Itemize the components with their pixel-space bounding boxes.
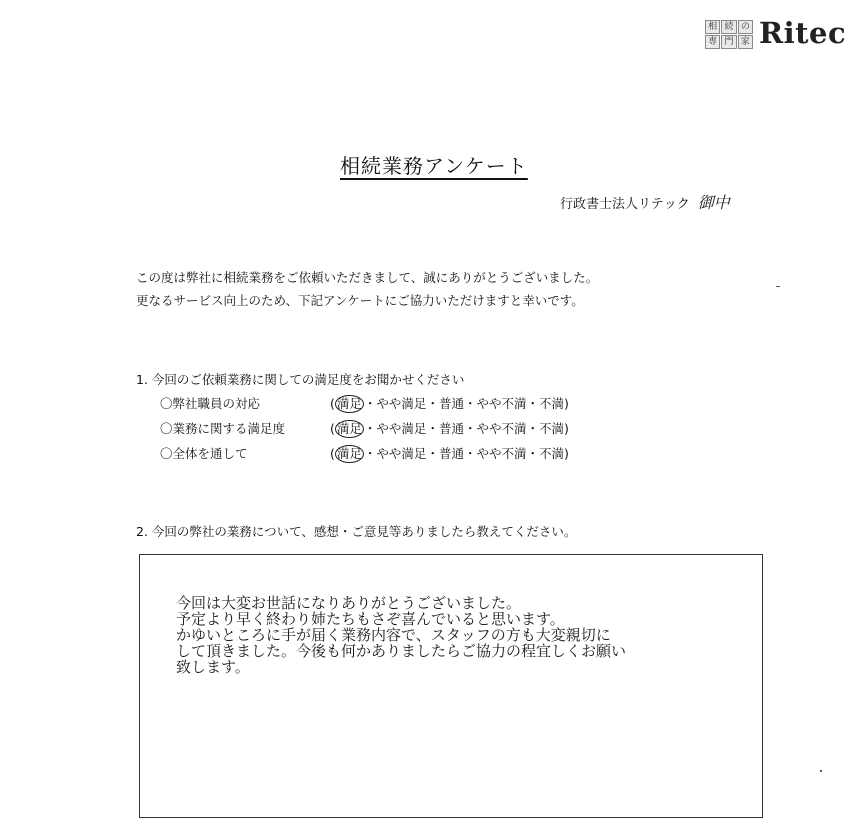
rating-label: 〇業務に関する満足度 [160,421,286,436]
comment-box [139,554,763,818]
scale-option: 不満 [539,396,565,411]
scale-option: 不満 [539,421,565,436]
rating-scale: ( 満足 ・やや満足・普通・やや不満・不満) [330,396,569,411]
intro-paragraph [136,266,598,312]
scale-option: やや満足 [376,446,427,461]
rating-scale: ( 満足 ・やや満足・普通・やや不満・不満) [330,421,569,436]
scale-option: 普通 [438,421,464,436]
comment-line: 予定より早く終わり姉たちもさぞ喜んでいると思います。 [176,610,565,628]
comment-line: 今回は大変お世話になりありがとうございました。 [176,594,522,612]
scale-option: 普通 [438,396,464,411]
logo-seal [705,20,753,46]
scan-speck [820,770,822,772]
handwritten-honorific: 御中 [697,193,730,212]
comment-line: して頂きました。今後も何かありましたらご協力の程宜しくお願い [176,642,627,660]
logo-seal-char: 門 [721,35,736,49]
logo-seal-char: 相 [705,20,720,34]
question-2-heading: 2. 今回の弊社の業務について、感想・ご意見等ありましたら教えてください。 [136,524,577,539]
rating-row-overall [160,444,569,462]
selected-option-circle: 満足 [336,446,362,461]
rating-scale: ( 満足 ・やや満足・普通・やや不満・不満) [330,446,569,461]
comment-line: 致します。 [176,658,250,676]
addressee-name: 行政書士法人リテック [560,197,690,212]
addressee-line [560,190,730,213]
scale-option: やや不満 [476,446,527,461]
scale-option: やや満足 [376,396,427,411]
scale-option: 不満 [539,446,565,461]
question-1-heading: 1. 今回のご依頼業務に関しての満足度をお聞かせください [136,372,465,387]
rating-row-staff [160,394,569,412]
rating-label: 〇全体を通して [160,446,248,461]
handwritten-comment [176,595,626,675]
intro-line: 更なるサービス向上のため、下記アンケートにご協力いただけますと幸いです。 [136,293,584,308]
logo-seal-char: 家 [738,35,753,49]
rating-label: 〇弊社職員の対応 [160,396,261,411]
scan-speck [776,286,780,287]
scale-option: 普通 [438,446,464,461]
scale-option: やや不満 [476,421,527,436]
logo-seal-char: 続 [721,20,736,34]
selected-option-circle: 満足 [336,396,362,411]
company-logo [705,16,846,50]
logo-seal-char: の [738,20,753,34]
page-title: 相続業務アンケート [340,154,528,178]
intro-line: この度は弊社に相続業務をご依頼いただきまして、誠にありがとうございました。 [136,270,599,285]
logo-wordmark: Ritec [759,16,846,50]
logo-seal-char: 専 [705,35,720,49]
scale-option: やや満足 [376,421,427,436]
rating-row-service [160,419,569,437]
scale-option: やや不満 [476,396,527,411]
comment-line: かゆいところに手が届く業務内容で、スタッフの方も大変親切に [176,626,611,644]
selected-option-circle: 満足 [336,421,362,436]
